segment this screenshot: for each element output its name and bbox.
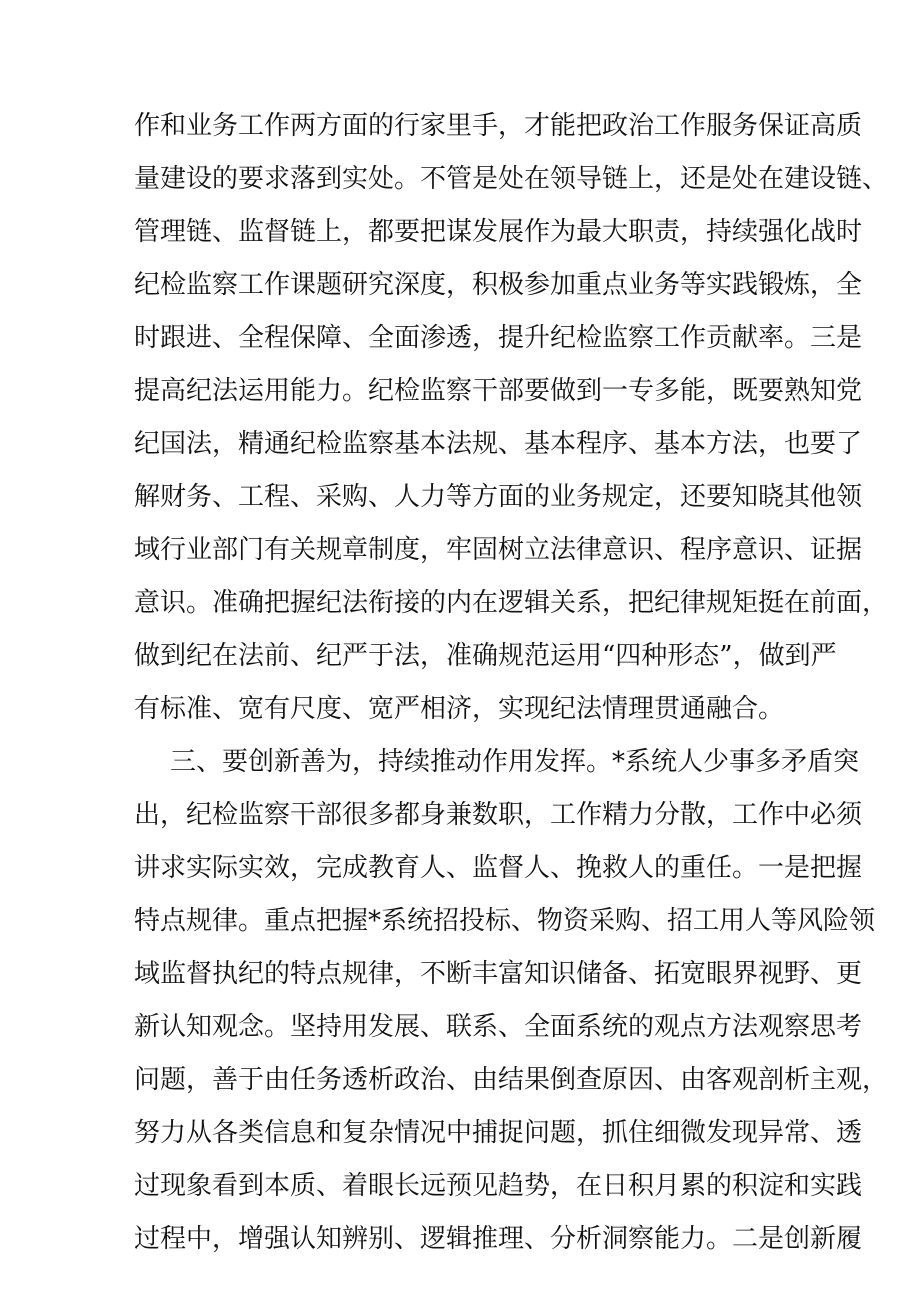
text-line: 量建设的要求落到实处。不管是处在领导链上，还是处在建设链、: [134, 164, 889, 194]
text-line: 纪检监察工作课题研究深度，积极参加重点业务等实践锻炼，全: [134, 270, 863, 300]
text-line: 出，纪检监察干部很多都身兼数职，工作精力分散，工作中必须: [134, 800, 863, 830]
text-line: 问题，善于由任务透析政治、由结果倒查原因、由客观剖析主观，: [134, 1065, 889, 1095]
text-line: 纪国法，精通纪检监察基本法规、基本程序、基本方法，也要了: [134, 429, 863, 459]
text-line: 新认知观念。坚持用发展、联系、全面系统的观点方法观察思考: [134, 1012, 863, 1042]
text-line: 域监督执纪的特点规律，不断丰富知识储备、拓宽眼界视野、更: [134, 959, 863, 989]
text-line: 讲求实际实效，完成教育人、监督人、挽救人的重任。一是把握: [134, 853, 863, 883]
text-line: 努力从各类信息和复杂情况中捕捉问题，抓住细微发现异常、透: [134, 1118, 863, 1148]
text-line: 管理链、监督链上，都要把谋发展作为最大职责，持续强化战时: [134, 217, 863, 247]
text-line: 域行业部门有关规章制度，牢固树立法律意识、程序意识、证据: [134, 535, 863, 565]
text-line: 解财务、工程、采购、人力等方面的业务规定，还要知晓其他领: [134, 482, 863, 512]
text-line: 时跟进、全程保障、全面渗透，提升纪检监察工作贡献率。三是: [134, 323, 863, 353]
text-line: 意识。准确把握纪法衔接的内在逻辑关系，把纪律规矩挺在前面，: [134, 588, 889, 618]
text-line: 提高纪法运用能力。纪检监察干部要做到一专多能，既要熟知党: [134, 376, 863, 406]
text-line: 过现象看到本质、着眼长远预见趋势，在日积月累的积淀和实践: [134, 1171, 863, 1201]
text-line: 有标准、宽有尺度、宽严相济，实现纪法情理贯通融合。: [134, 694, 785, 724]
text-line: 过程中，增强认知辨别、逻辑推理、分析洞察能力。二是创新履: [134, 1224, 863, 1254]
text-line: 特点规律。重点把握*系统招投标、物资采购、招工用人等风险领: [134, 906, 876, 936]
section-heading-line: 三、要创新善为，持续推动作用发挥。*系统人少事多矛盾突: [170, 747, 860, 777]
text-line: 作和业务工作两方面的行家里手，才能把政治工作服务保证高质: [134, 111, 863, 141]
text-line: 做到纪在法前、纪严于法，准确规范运用“四种形态”，做到严: [134, 641, 837, 671]
